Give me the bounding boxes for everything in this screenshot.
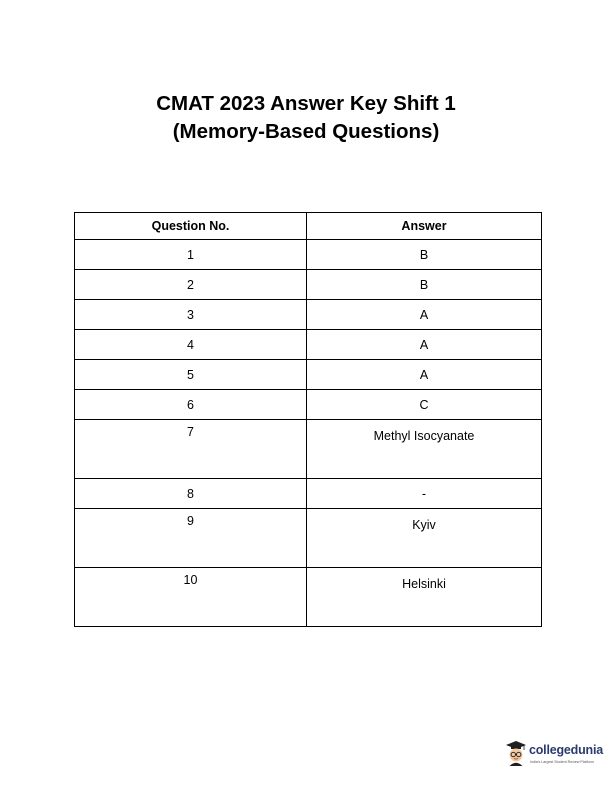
- answer-value: B: [307, 270, 542, 300]
- table-header-row: [75, 213, 542, 240]
- question-number: 9: [75, 509, 307, 568]
- table-row: [75, 300, 542, 330]
- question-number: 4: [75, 330, 307, 360]
- page-title: [0, 90, 612, 146]
- answer-value: A: [307, 300, 542, 330]
- header-question-no: Question No.: [75, 213, 307, 240]
- question-number: 2: [75, 270, 307, 300]
- answer-value: A: [307, 330, 542, 360]
- question-number: 5: [75, 360, 307, 390]
- answer-value: -: [307, 479, 542, 509]
- table-row: [75, 270, 542, 300]
- table-row: [75, 420, 542, 479]
- logo-brand-text: collegedunia: [529, 743, 604, 757]
- answer-value: C: [307, 390, 542, 420]
- question-number: 10: [75, 568, 307, 627]
- question-number: 6: [75, 390, 307, 420]
- table-row: [75, 390, 542, 420]
- table-row: [75, 360, 542, 390]
- table-row: [75, 240, 542, 270]
- answer-value: Kyiv: [307, 509, 542, 568]
- question-number: 1: [75, 240, 307, 270]
- logo-tagline: India's Largest Student Review Platform: [530, 760, 594, 764]
- table-row: [75, 568, 542, 627]
- table-row: [75, 509, 542, 568]
- title-line-1: CMAT 2023 Answer Key Shift 1: [156, 92, 456, 115]
- question-number: 3: [75, 300, 307, 330]
- question-number: 7: [75, 420, 307, 479]
- answer-value: B: [307, 240, 542, 270]
- table-row: [75, 330, 542, 360]
- answer-key-table: [74, 212, 542, 627]
- table-row: [75, 479, 542, 509]
- graduate-mascot-icon: [505, 740, 527, 766]
- header-answer: Answer: [307, 213, 542, 240]
- answer-value: Helsinki: [307, 568, 542, 627]
- question-number: 8: [75, 479, 307, 509]
- answer-value: A: [307, 360, 542, 390]
- answer-value: Methyl Isocyanate: [307, 420, 542, 479]
- title-line-2: (Memory-Based Questions): [172, 120, 440, 143]
- collegedunia-logo: [505, 738, 612, 774]
